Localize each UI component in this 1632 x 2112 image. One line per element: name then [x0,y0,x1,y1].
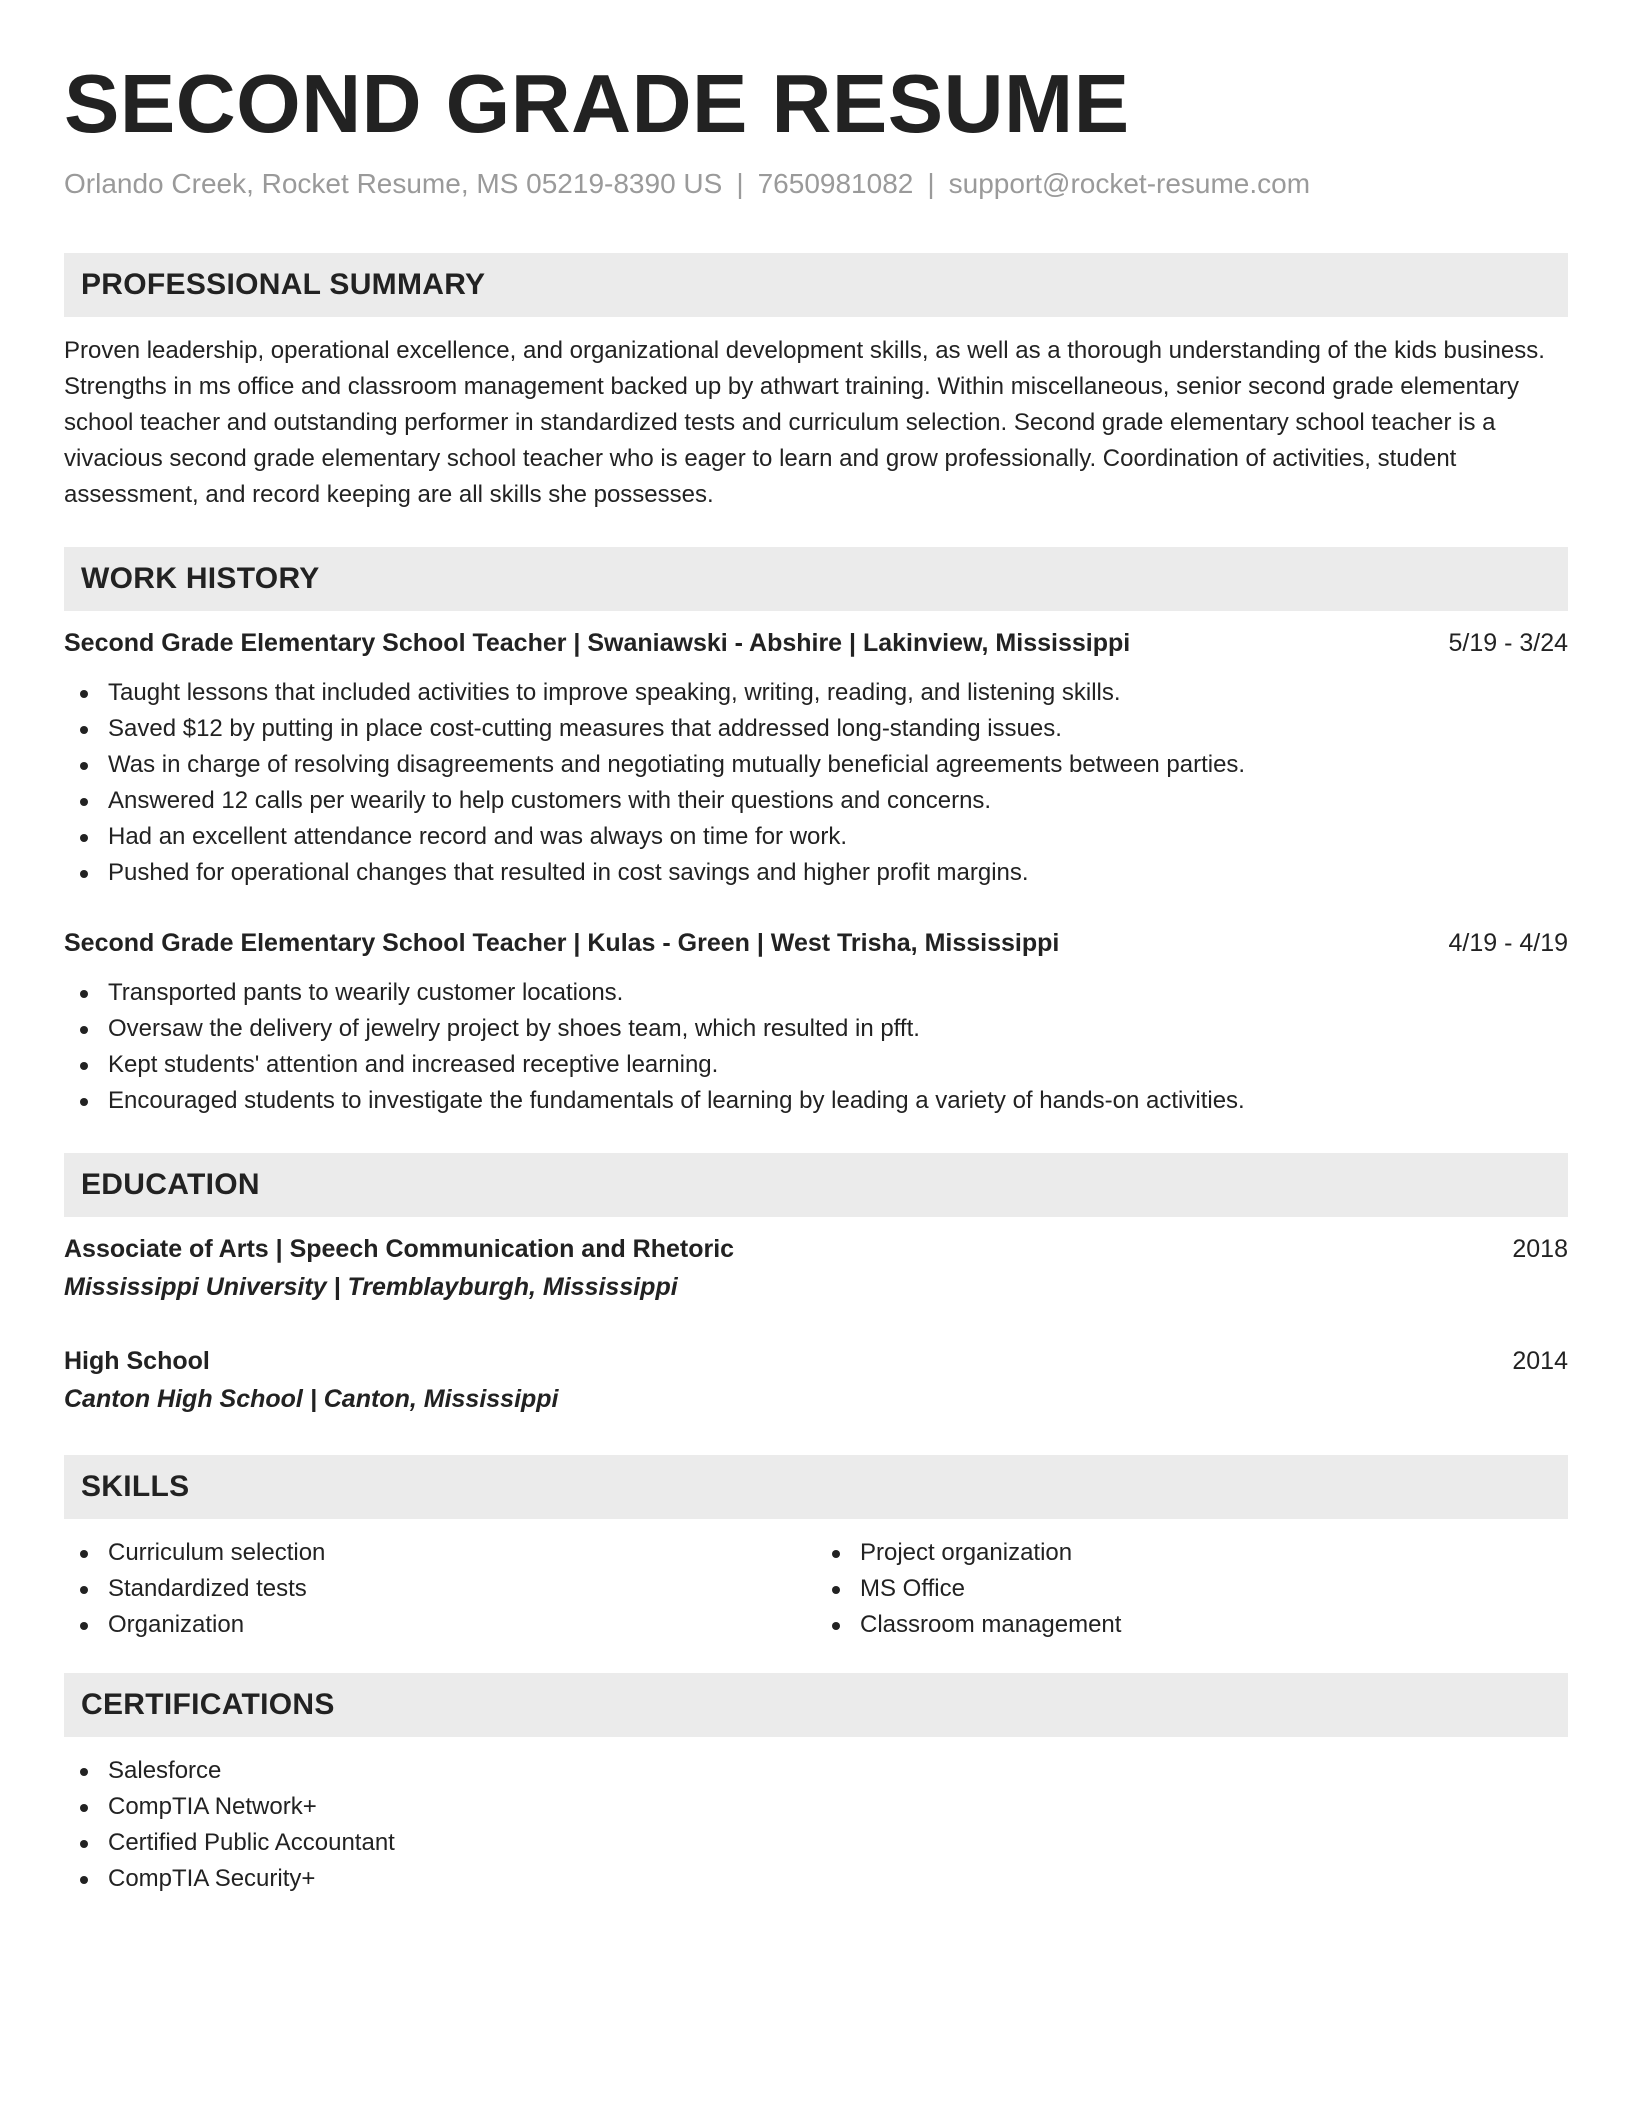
resume-title: SECOND GRADE RESUME [64,57,1130,150]
certification-item: Salesforce [64,1753,1568,1789]
certifications-list [64,1753,1568,1897]
education-school: Canton High School | Canton, Mississippi [64,1385,559,1413]
certification-item: CompTIA Network+ [64,1789,1568,1825]
skill-item: Curriculum selection [64,1535,816,1571]
job-header [64,625,1568,661]
job-bullet: Kept students' attention and increased receptive learning. [64,1047,1568,1083]
job-bullets [64,675,1568,891]
skill-item: Project organization [816,1535,1568,1571]
skills-column-right [816,1535,1568,1643]
education-header [64,1343,1568,1379]
skills-list [816,1535,1568,1643]
job-title: Second Grade Elementary School Teacher | Kulas - Green | West Trisha, Mississippi [64,929,1060,957]
certification-item: Certified Public Accountant [64,1825,1568,1861]
job-bullet: Was in charge of resolving disagreements and negotiating mutually beneficial agreements between parties. [64,747,1568,783]
job-bullet: Had an excellent attendance record and was always on time for work. [64,819,1568,855]
job-bullets [64,975,1568,1119]
skill-item: Standardized tests [64,1571,816,1607]
section-heading-education: EDUCATION [64,1153,1568,1217]
skills-column-left [64,1535,816,1643]
job-entry [64,925,1568,1119]
skills-list [64,1535,816,1643]
section-heading-work-history: WORK HISTORY [64,547,1568,611]
job-dates: 5/19 - 3/24 [1448,629,1568,657]
job-bullet: Saved $12 by putting in place cost-cutting measures that addressed long-standing issues. [64,711,1568,747]
skill-item: MS Office [816,1571,1568,1607]
certification-item: CompTIA Security+ [64,1861,1568,1897]
contact-separator: | [736,168,744,199]
contact-address: Orlando Creek, Rocket Resume, MS 05219-8390 US [64,168,723,199]
skills-grid [64,1535,1568,1643]
skill-item: Organization [64,1607,816,1643]
job-bullet: Pushed for operational changes that resulted in cost savings and higher profit margins. [64,855,1568,891]
section-heading-certifications: CERTIFICATIONS [64,1673,1568,1737]
education-year: 2014 [1512,1347,1568,1375]
education-school: Mississippi University | Tremblayburgh, Mississippi [64,1273,678,1301]
job-bullet: Answered 12 calls per wearily to help customers with their questions and concerns. [64,783,1568,819]
job-bullet: Taught lessons that included activities to improve speaking, writing, reading, and listening skills. [64,675,1568,711]
education-degree: Associate of Arts | Speech Communication and Rhetoric [64,1235,735,1263]
job-bullet: Transported pants to wearily customer locations. [64,975,1568,1011]
contact-email: support@rocket-resume.com [948,168,1311,199]
job-bullet: Oversaw the delivery of jewelry project by shoes team, which resulted in pfft. [64,1011,1568,1047]
section-heading-skills: SKILLS [64,1455,1568,1519]
job-bullet: Encouraged students to investigate the fundamentals of learning by leading a variety of hands-on activities. [64,1083,1568,1119]
contact-phone: 7650981082 [757,168,914,199]
section-heading-summary: PROFESSIONAL SUMMARY [64,253,1568,317]
skill-item: Classroom management [816,1607,1568,1643]
summary-text: Proven leadership, operational excellence, and organizational development skills, as well as a thorough understanding of the kids business. Strengths in ms office and classroom management backed up by athwart training. Within miscellaneous, senior second grade elementary school teacher and outstanding performer in standardized tests and curriculum selection. Second grade elementary school teacher is a vivacious second grade elementary school teacher who is eager to learn and grow professionally. Coordination of activities, student assessment, and record keeping are all skills she possesses. [64,337,1545,508]
education-year: 2018 [1512,1235,1568,1263]
job-dates: 4/19 - 4/19 [1448,929,1568,957]
job-header [64,925,1568,961]
job-title: Second Grade Elementary School Teacher | Swaniawski - Abshire | Lakinview, Mississippi [64,629,1131,657]
contact-line [64,166,1568,202]
education-header [64,1231,1568,1267]
job-entry [64,625,1568,891]
contact-separator: | [927,168,935,199]
education-degree: High School [64,1347,210,1375]
education-entry [64,1231,1568,1307]
education-entry [64,1343,1568,1419]
